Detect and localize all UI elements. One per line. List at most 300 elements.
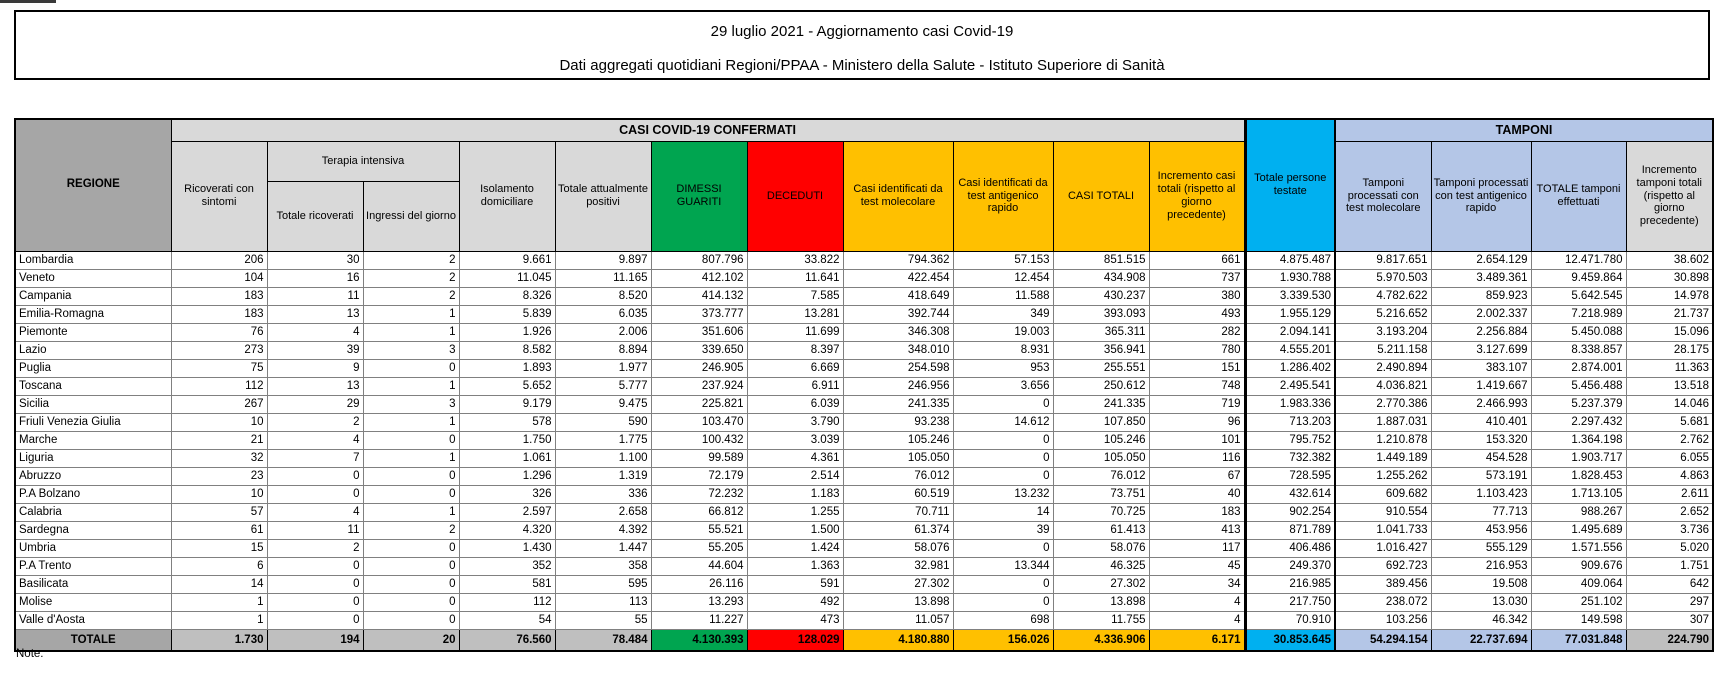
total-row	[15, 629, 1713, 651]
value-cell-incremento_casi_totali: 748	[1149, 377, 1245, 395]
region-row	[15, 413, 1713, 431]
value-cell-totale_persone_testate: 70.910	[1245, 611, 1335, 629]
value-cell-dimessi_guariti: 100.432	[651, 431, 747, 449]
header-incremento-casi-totali: Incremento casi totali (rispetto al giorno precedente)	[1149, 141, 1245, 251]
value-cell-totale_attualmente_positivi: 78.484	[555, 629, 651, 651]
value-cell-totale_tamponi_effettuati: 1.495.689	[1531, 521, 1626, 539]
value-cell-ricoverati_con_sintomi: 21	[171, 431, 267, 449]
header-casi-test-antigenico: Casi identificati da test antigenico rapido	[953, 141, 1053, 251]
value-cell-totale_tamponi_effettuati: 1.828.453	[1531, 467, 1626, 485]
value-cell-totale_tamponi_effettuati: 2.874.001	[1531, 359, 1626, 377]
header-band-tamponi: TAMPONI	[1335, 119, 1713, 141]
value-cell-dimessi_guariti: 99.589	[651, 449, 747, 467]
region-row	[15, 269, 1713, 287]
header-isolamento-domiciliare: Isolamento domiciliare	[459, 141, 555, 251]
region-row	[15, 467, 1713, 485]
value-cell-incremento_tamponi_totali: 642	[1626, 575, 1713, 593]
region-row	[15, 377, 1713, 395]
value-cell-totale_attualmente_positivi: 336	[555, 485, 651, 503]
value-cell-casi_totali: 73.751	[1053, 485, 1149, 503]
value-cell-isolamento_domiciliare: 9.179	[459, 395, 555, 413]
value-cell-tamponi_test_molecolare: 4.036.821	[1335, 377, 1431, 395]
value-cell-casi_test_molecolare: 246.956	[843, 377, 953, 395]
region-name-cell: Valle d'Aosta	[15, 611, 171, 629]
value-cell-totale_persone_testate: 3.339.530	[1245, 287, 1335, 305]
value-cell-casi_test_antigenico: 156.026	[953, 629, 1053, 651]
value-cell-casi_test_molecolare: 27.302	[843, 575, 953, 593]
header-tamponi-test-antigenico: Tamponi processati con test antigenico rapido	[1431, 141, 1531, 251]
value-cell-incremento_tamponi_totali: 28.175	[1626, 341, 1713, 359]
value-cell-incremento_tamponi_totali: 224.790	[1626, 629, 1713, 651]
value-cell-terapia_ingressi_del_giorno: 0	[363, 431, 459, 449]
value-cell-casi_totali: 356.941	[1053, 341, 1149, 359]
value-cell-totale_persone_testate: 2.094.141	[1245, 323, 1335, 341]
value-cell-incremento_casi_totali: 34	[1149, 575, 1245, 593]
value-cell-isolamento_domiciliare: 2.597	[459, 503, 555, 521]
value-cell-totale_tamponi_effettuati: 149.598	[1531, 611, 1626, 629]
region-name-cell: Friuli Venezia Giulia	[15, 413, 171, 431]
value-cell-deceduti: 473	[747, 611, 843, 629]
value-cell-incremento_casi_totali: 116	[1149, 449, 1245, 467]
value-cell-terapia_totale_ricoverati: 0	[267, 575, 363, 593]
region-row	[15, 341, 1713, 359]
value-cell-incremento_tamponi_totali: 13.518	[1626, 377, 1713, 395]
value-cell-casi_totali: 365.311	[1053, 323, 1149, 341]
value-cell-totale_tamponi_effettuati: 12.471.780	[1531, 251, 1626, 269]
value-cell-isolamento_domiciliare: 8.326	[459, 287, 555, 305]
value-cell-incremento_tamponi_totali: 4.863	[1626, 467, 1713, 485]
value-cell-ricoverati_con_sintomi: 75	[171, 359, 267, 377]
value-cell-terapia_totale_ricoverati: 194	[267, 629, 363, 651]
value-cell-isolamento_domiciliare: 578	[459, 413, 555, 431]
value-cell-incremento_tamponi_totali: 2.762	[1626, 431, 1713, 449]
region-row	[15, 593, 1713, 611]
value-cell-deceduti: 6.911	[747, 377, 843, 395]
header-casi-test-molecolare: Casi identificati da test molecolare	[843, 141, 953, 251]
value-cell-totale_tamponi_effettuati: 1.903.717	[1531, 449, 1626, 467]
value-cell-ricoverati_con_sintomi: 273	[171, 341, 267, 359]
value-cell-terapia_totale_ricoverati: 16	[267, 269, 363, 287]
value-cell-isolamento_domiciliare: 11.045	[459, 269, 555, 287]
region-row	[15, 287, 1713, 305]
value-cell-terapia_totale_ricoverati: 0	[267, 485, 363, 503]
region-name-cell: Molise	[15, 593, 171, 611]
value-cell-tamponi_test_antigenico: 3.127.699	[1431, 341, 1531, 359]
value-cell-incremento_tamponi_totali: 30.898	[1626, 269, 1713, 287]
value-cell-casi_test_antigenico: 57.153	[953, 251, 1053, 269]
value-cell-deceduti: 11.641	[747, 269, 843, 287]
value-cell-casi_test_antigenico: 698	[953, 611, 1053, 629]
value-cell-totale_persone_testate: 728.595	[1245, 467, 1335, 485]
value-cell-deceduti: 4.361	[747, 449, 843, 467]
value-cell-terapia_ingressi_del_giorno: 3	[363, 341, 459, 359]
value-cell-totale_tamponi_effettuati: 1.713.105	[1531, 485, 1626, 503]
value-cell-totale_attualmente_positivi: 1.977	[555, 359, 651, 377]
region-row	[15, 395, 1713, 413]
value-cell-casi_totali: 58.076	[1053, 539, 1149, 557]
value-cell-totale_persone_testate: 732.382	[1245, 449, 1335, 467]
value-cell-incremento_tamponi_totali: 2.652	[1626, 503, 1713, 521]
value-cell-deceduti: 33.822	[747, 251, 843, 269]
value-cell-casi_test_antigenico: 0	[953, 395, 1053, 413]
value-cell-casi_test_antigenico: 0	[953, 575, 1053, 593]
value-cell-ricoverati_con_sintomi: 23	[171, 467, 267, 485]
value-cell-tamponi_test_molecolare: 5.211.158	[1335, 341, 1431, 359]
value-cell-tamponi_test_molecolare: 1.016.427	[1335, 539, 1431, 557]
value-cell-totale_persone_testate: 432.614	[1245, 485, 1335, 503]
value-cell-totale_attualmente_positivi: 2.006	[555, 323, 651, 341]
value-cell-incremento_casi_totali: 183	[1149, 503, 1245, 521]
value-cell-incremento_tamponi_totali: 1.751	[1626, 557, 1713, 575]
value-cell-tamponi_test_molecolare: 910.554	[1335, 503, 1431, 521]
value-cell-isolamento_domiciliare: 1.061	[459, 449, 555, 467]
value-cell-terapia_totale_ricoverati: 4	[267, 503, 363, 521]
value-cell-casi_test_antigenico: 39	[953, 521, 1053, 539]
value-cell-casi_test_molecolare: 58.076	[843, 539, 953, 557]
value-cell-terapia_totale_ricoverati: 11	[267, 521, 363, 539]
value-cell-deceduti: 128.029	[747, 629, 843, 651]
value-cell-totale_attualmente_positivi: 595	[555, 575, 651, 593]
value-cell-casi_test_antigenico: 0	[953, 431, 1053, 449]
value-cell-totale_tamponi_effettuati: 77.031.848	[1531, 629, 1626, 651]
value-cell-totale_persone_testate: 871.789	[1245, 521, 1335, 539]
value-cell-totale_attualmente_positivi: 8.894	[555, 341, 651, 359]
value-cell-tamponi_test_molecolare: 2.770.386	[1335, 395, 1431, 413]
value-cell-casi_test_antigenico: 0	[953, 449, 1053, 467]
value-cell-totale_attualmente_positivi: 5.777	[555, 377, 651, 395]
value-cell-ricoverati_con_sintomi: 6	[171, 557, 267, 575]
value-cell-totale_persone_testate: 795.752	[1245, 431, 1335, 449]
value-cell-totale_persone_testate: 4.875.487	[1245, 251, 1335, 269]
value-cell-casi_totali: 76.012	[1053, 467, 1149, 485]
value-cell-tamponi_test_molecolare: 1.449.189	[1335, 449, 1431, 467]
value-cell-incremento_tamponi_totali: 307	[1626, 611, 1713, 629]
value-cell-incremento_tamponi_totali: 3.736	[1626, 521, 1713, 539]
value-cell-tamponi_test_molecolare: 238.072	[1335, 593, 1431, 611]
value-cell-deceduti: 6.669	[747, 359, 843, 377]
region-row	[15, 575, 1713, 593]
value-cell-dimessi_guariti: 412.102	[651, 269, 747, 287]
value-cell-dimessi_guariti: 55.205	[651, 539, 747, 557]
value-cell-casi_test_antigenico: 12.454	[953, 269, 1053, 287]
value-cell-isolamento_domiciliare: 76.560	[459, 629, 555, 651]
value-cell-terapia_ingressi_del_giorno: 20	[363, 629, 459, 651]
value-cell-casi_test_antigenico: 19.003	[953, 323, 1053, 341]
region-name-cell: Campania	[15, 287, 171, 305]
value-cell-totale_attualmente_positivi: 9.897	[555, 251, 651, 269]
region-name-cell: Piemonte	[15, 323, 171, 341]
value-cell-deceduti: 6.039	[747, 395, 843, 413]
value-cell-casi_test_molecolare: 105.246	[843, 431, 953, 449]
value-cell-terapia_ingressi_del_giorno: 0	[363, 467, 459, 485]
header-incremento-tamponi-totali: Incremento tamponi totali (rispetto al giorno precedente)	[1626, 141, 1713, 251]
value-cell-totale_attualmente_positivi: 6.035	[555, 305, 651, 323]
header-ricoverati-con-sintomi: Ricoverati con sintomi	[171, 141, 267, 251]
value-cell-deceduti: 13.281	[747, 305, 843, 323]
value-cell-tamponi_test_antigenico: 454.528	[1431, 449, 1531, 467]
region-row	[15, 359, 1713, 377]
region-name-cell: Lazio	[15, 341, 171, 359]
value-cell-totale_tamponi_effettuati: 2.297.432	[1531, 413, 1626, 431]
value-cell-totale_persone_testate: 2.495.541	[1245, 377, 1335, 395]
value-cell-casi_test_antigenico: 0	[953, 593, 1053, 611]
value-cell-casi_totali: 105.050	[1053, 449, 1149, 467]
value-cell-tamponi_test_molecolare: 1.041.733	[1335, 521, 1431, 539]
value-cell-incremento_casi_totali: 282	[1149, 323, 1245, 341]
value-cell-tamponi_test_antigenico: 573.191	[1431, 467, 1531, 485]
value-cell-terapia_totale_ricoverati: 4	[267, 323, 363, 341]
value-cell-terapia_ingressi_del_giorno: 0	[363, 593, 459, 611]
value-cell-terapia_totale_ricoverati: 2	[267, 539, 363, 557]
region-name-cell: Veneto	[15, 269, 171, 287]
value-cell-incremento_casi_totali: 151	[1149, 359, 1245, 377]
value-cell-totale_persone_testate: 406.486	[1245, 539, 1335, 557]
value-cell-terapia_ingressi_del_giorno: 0	[363, 575, 459, 593]
value-cell-tamponi_test_antigenico: 1.419.667	[1431, 377, 1531, 395]
value-cell-deceduti: 2.514	[747, 467, 843, 485]
region-name-cell: Marche	[15, 431, 171, 449]
value-cell-totale_persone_testate: 1.286.402	[1245, 359, 1335, 377]
value-cell-dimessi_guariti: 55.521	[651, 521, 747, 539]
value-cell-ricoverati_con_sintomi: 104	[171, 269, 267, 287]
value-cell-incremento_casi_totali: 413	[1149, 521, 1245, 539]
value-cell-incremento_casi_totali: 737	[1149, 269, 1245, 287]
value-cell-ricoverati_con_sintomi: 112	[171, 377, 267, 395]
value-cell-incremento_tamponi_totali: 5.681	[1626, 413, 1713, 431]
value-cell-incremento_tamponi_totali: 297	[1626, 593, 1713, 611]
value-cell-deceduti: 3.790	[747, 413, 843, 431]
value-cell-incremento_casi_totali: 101	[1149, 431, 1245, 449]
value-cell-casi_totali: 13.898	[1053, 593, 1149, 611]
header-terapia-intensiva: Terapia intensiva	[267, 141, 459, 181]
value-cell-casi_test_antigenico: 0	[953, 539, 1053, 557]
value-cell-isolamento_domiciliare: 1.926	[459, 323, 555, 341]
value-cell-incremento_tamponi_totali: 5.020	[1626, 539, 1713, 557]
value-cell-tamponi_test_molecolare: 5.970.503	[1335, 269, 1431, 287]
region-name-cell: P.A Trento	[15, 557, 171, 575]
value-cell-tamponi_test_antigenico: 453.956	[1431, 521, 1531, 539]
scan-artifact	[0, 0, 56, 3]
value-cell-dimessi_guariti: 103.470	[651, 413, 747, 431]
value-cell-tamponi_test_antigenico: 1.103.423	[1431, 485, 1531, 503]
region-row	[15, 611, 1713, 629]
value-cell-ricoverati_con_sintomi: 10	[171, 485, 267, 503]
value-cell-deceduti: 492	[747, 593, 843, 611]
value-cell-terapia_totale_ricoverati: 29	[267, 395, 363, 413]
value-cell-isolamento_domiciliare: 326	[459, 485, 555, 503]
value-cell-tamponi_test_antigenico: 216.953	[1431, 557, 1531, 575]
value-cell-tamponi_test_molecolare: 3.193.204	[1335, 323, 1431, 341]
value-cell-deceduti: 1.363	[747, 557, 843, 575]
value-cell-ricoverati_con_sintomi: 183	[171, 305, 267, 323]
value-cell-casi_test_molecolare: 11.057	[843, 611, 953, 629]
value-cell-isolamento_domiciliare: 1.893	[459, 359, 555, 377]
value-cell-tamponi_test_molecolare: 692.723	[1335, 557, 1431, 575]
header-totale-attualmente-positivi: Totale attualmente positivi	[555, 141, 651, 251]
value-cell-incremento_tamponi_totali: 11.363	[1626, 359, 1713, 377]
table-header	[15, 119, 1713, 251]
value-cell-casi_test_antigenico: 0	[953, 467, 1053, 485]
value-cell-tamponi_test_molecolare: 5.216.652	[1335, 305, 1431, 323]
value-cell-totale_tamponi_effettuati: 1.364.198	[1531, 431, 1626, 449]
value-cell-totale_persone_testate: 713.203	[1245, 413, 1335, 431]
value-cell-dimessi_guariti: 13.293	[651, 593, 747, 611]
value-cell-tamponi_test_antigenico: 555.129	[1431, 539, 1531, 557]
value-cell-ricoverati_con_sintomi: 76	[171, 323, 267, 341]
value-cell-totale_persone_testate: 30.853.645	[1245, 629, 1335, 651]
value-cell-totale_tamponi_effettuati: 5.450.088	[1531, 323, 1626, 341]
value-cell-terapia_ingressi_del_giorno: 2	[363, 287, 459, 305]
value-cell-terapia_ingressi_del_giorno: 2	[363, 521, 459, 539]
value-cell-terapia_ingressi_del_giorno: 0	[363, 557, 459, 575]
header-casi-totali: CASI TOTALI	[1053, 141, 1149, 251]
value-cell-totale_persone_testate: 249.370	[1245, 557, 1335, 575]
header-dimessi-guariti: DIMESSI GUARITI	[651, 141, 747, 251]
value-cell-terapia_ingressi_del_giorno: 1	[363, 323, 459, 341]
value-cell-isolamento_domiciliare: 581	[459, 575, 555, 593]
value-cell-casi_totali: 105.246	[1053, 431, 1149, 449]
value-cell-incremento_casi_totali: 493	[1149, 305, 1245, 323]
value-cell-casi_test_molecolare: 422.454	[843, 269, 953, 287]
region-row	[15, 305, 1713, 323]
value-cell-terapia_totale_ricoverati: 2	[267, 413, 363, 431]
region-row	[15, 521, 1713, 539]
value-cell-tamponi_test_antigenico: 859.923	[1431, 287, 1531, 305]
value-cell-incremento_casi_totali: 4	[1149, 611, 1245, 629]
region-name-cell: Calabria	[15, 503, 171, 521]
value-cell-totale_persone_testate: 902.254	[1245, 503, 1335, 521]
region-name-cell: Lombardia	[15, 251, 171, 269]
region-name-cell: Abruzzo	[15, 467, 171, 485]
value-cell-isolamento_domiciliare: 1.430	[459, 539, 555, 557]
value-cell-terapia_totale_ricoverati: 11	[267, 287, 363, 305]
value-cell-casi_totali: 27.302	[1053, 575, 1149, 593]
value-cell-tamponi_test_molecolare: 2.490.894	[1335, 359, 1431, 377]
value-cell-deceduti: 11.699	[747, 323, 843, 341]
value-cell-terapia_totale_ricoverati: 30	[267, 251, 363, 269]
region-name-cell: Toscana	[15, 377, 171, 395]
value-cell-terapia_totale_ricoverati: 0	[267, 593, 363, 611]
value-cell-casi_totali: 241.335	[1053, 395, 1149, 413]
value-cell-casi_totali: 4.336.906	[1053, 629, 1149, 651]
value-cell-tamponi_test_antigenico: 153.320	[1431, 431, 1531, 449]
value-cell-casi_totali: 851.515	[1053, 251, 1149, 269]
header-totale-persone-testate: Totale persone testate	[1245, 119, 1335, 251]
covid-data-table	[14, 118, 1714, 652]
value-cell-ricoverati_con_sintomi: 1	[171, 611, 267, 629]
value-cell-incremento_tamponi_totali: 21.737	[1626, 305, 1713, 323]
header-totale-ricoverati: Totale ricoverati	[267, 181, 363, 251]
value-cell-dimessi_guariti: 807.796	[651, 251, 747, 269]
value-cell-terapia_ingressi_del_giorno: 0	[363, 539, 459, 557]
value-cell-isolamento_domiciliare: 1.296	[459, 467, 555, 485]
header-totale-tamponi-effettuati: TOTALE tamponi effettuati	[1531, 141, 1626, 251]
value-cell-incremento_tamponi_totali: 6.055	[1626, 449, 1713, 467]
value-cell-tamponi_test_antigenico: 13.030	[1431, 593, 1531, 611]
header-band-casi-confermati: CASI COVID-19 CONFERMATI	[171, 119, 1245, 141]
value-cell-tamponi_test_antigenico: 2.256.884	[1431, 323, 1531, 341]
value-cell-totale_tamponi_effettuati: 9.459.864	[1531, 269, 1626, 287]
value-cell-dimessi_guariti: 66.812	[651, 503, 747, 521]
value-cell-casi_test_molecolare: 70.711	[843, 503, 953, 521]
value-cell-totale_persone_testate: 1.955.129	[1245, 305, 1335, 323]
value-cell-tamponi_test_molecolare: 1.210.878	[1335, 431, 1431, 449]
value-cell-terapia_totale_ricoverati: 13	[267, 305, 363, 323]
report-title: 29 luglio 2021 - Aggiornamento casi Covid-19	[710, 23, 1014, 40]
value-cell-totale_attualmente_positivi: 113	[555, 593, 651, 611]
value-cell-terapia_ingressi_del_giorno: 2	[363, 251, 459, 269]
value-cell-casi_test_molecolare: 794.362	[843, 251, 953, 269]
value-cell-terapia_totale_ricoverati: 7	[267, 449, 363, 467]
region-name-cell: Umbria	[15, 539, 171, 557]
value-cell-tamponi_test_antigenico: 2.466.993	[1431, 395, 1531, 413]
value-cell-tamponi_test_antigenico: 77.713	[1431, 503, 1531, 521]
value-cell-terapia_ingressi_del_giorno: 1	[363, 503, 459, 521]
value-cell-tamponi_test_molecolare: 9.817.651	[1335, 251, 1431, 269]
value-cell-totale_tamponi_effettuati: 988.267	[1531, 503, 1626, 521]
value-cell-casi_test_molecolare: 76.012	[843, 467, 953, 485]
value-cell-incremento_casi_totali: 96	[1149, 413, 1245, 431]
value-cell-tamponi_test_antigenico: 46.342	[1431, 611, 1531, 629]
value-cell-totale_tamponi_effettuati: 5.642.545	[1531, 287, 1626, 305]
value-cell-dimessi_guariti: 26.116	[651, 575, 747, 593]
value-cell-incremento_casi_totali: 780	[1149, 341, 1245, 359]
value-cell-casi_test_antigenico: 3.656	[953, 377, 1053, 395]
region-name-cell: P.A Bolzano	[15, 485, 171, 503]
value-cell-isolamento_domiciliare: 9.661	[459, 251, 555, 269]
value-cell-terapia_totale_ricoverati: 0	[267, 557, 363, 575]
value-cell-tamponi_test_antigenico: 410.401	[1431, 413, 1531, 431]
region-name-cell: Emilia-Romagna	[15, 305, 171, 323]
value-cell-incremento_casi_totali: 661	[1149, 251, 1245, 269]
value-cell-totale_attualmente_positivi: 358	[555, 557, 651, 575]
value-cell-incremento_casi_totali: 45	[1149, 557, 1245, 575]
note-label: Note:	[16, 648, 44, 660]
value-cell-casi_totali: 61.413	[1053, 521, 1149, 539]
value-cell-casi_test_molecolare: 93.238	[843, 413, 953, 431]
value-cell-totale_tamponi_effettuati: 909.676	[1531, 557, 1626, 575]
value-cell-incremento_casi_totali: 380	[1149, 287, 1245, 305]
value-cell-incremento_casi_totali: 6.171	[1149, 629, 1245, 651]
region-name-cell: Sicilia	[15, 395, 171, 413]
value-cell-incremento_tamponi_totali: 14.046	[1626, 395, 1713, 413]
region-row	[15, 449, 1713, 467]
total-label-cell: TOTALE	[15, 629, 171, 651]
value-cell-casi_test_antigenico: 11.588	[953, 287, 1053, 305]
value-cell-totale_attualmente_positivi: 8.520	[555, 287, 651, 305]
value-cell-incremento_casi_totali: 719	[1149, 395, 1245, 413]
value-cell-tamponi_test_molecolare: 54.294.154	[1335, 629, 1431, 651]
region-row	[15, 503, 1713, 521]
value-cell-totale_attualmente_positivi: 55	[555, 611, 651, 629]
value-cell-totale_tamponi_effettuati: 5.456.488	[1531, 377, 1626, 395]
value-cell-casi_totali: 11.755	[1053, 611, 1149, 629]
header-tamponi-test-molecolare: Tamponi processati con test molecolare	[1335, 141, 1431, 251]
value-cell-tamponi_test_antigenico: 22.737.694	[1431, 629, 1531, 651]
value-cell-casi_test_molecolare: 13.898	[843, 593, 953, 611]
value-cell-isolamento_domiciliare: 54	[459, 611, 555, 629]
value-cell-casi_totali: 107.850	[1053, 413, 1149, 431]
value-cell-totale_tamponi_effettuati: 5.237.379	[1531, 395, 1626, 413]
value-cell-totale_persone_testate: 216.985	[1245, 575, 1335, 593]
value-cell-totale_attualmente_positivi: 1.447	[555, 539, 651, 557]
value-cell-dimessi_guariti: 351.606	[651, 323, 747, 341]
region-row	[15, 431, 1713, 449]
value-cell-dimessi_guariti: 72.179	[651, 467, 747, 485]
header-ingressi-del-giorno: Ingressi del giorno	[363, 181, 459, 251]
value-cell-casi_test_molecolare: 4.180.880	[843, 629, 953, 651]
value-cell-tamponi_test_molecolare: 1.255.262	[1335, 467, 1431, 485]
